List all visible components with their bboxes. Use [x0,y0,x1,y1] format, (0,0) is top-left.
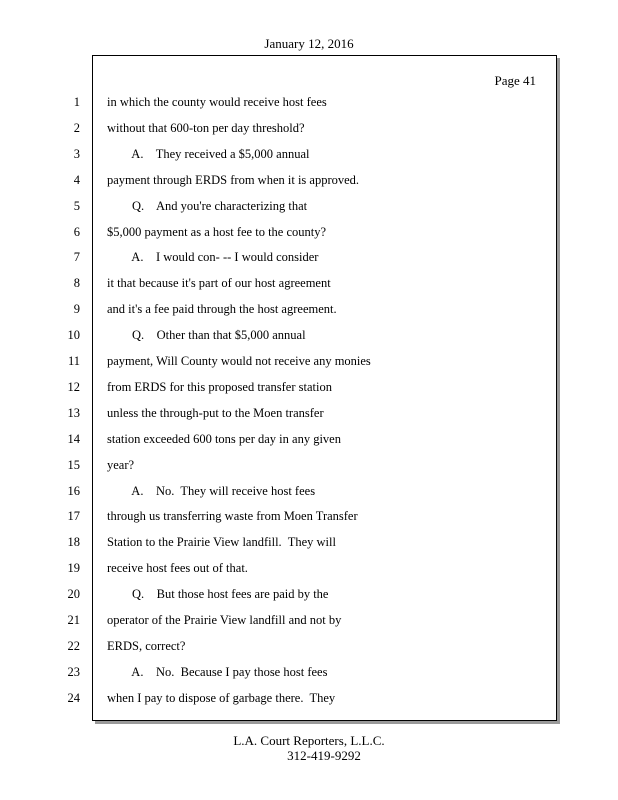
line-number: 14 [67,431,80,446]
line-number: 11 [67,354,80,368]
line-text: unless the through-put to the Moen transfer [107,405,324,420]
header-date: January 12, 2016 [264,36,354,51]
line-text: A. No. They will receive host fees [107,483,316,498]
line-text: operator of the Prairie View landfill and not by [107,613,342,627]
line-text: payment through ERDS from when it is approved. [107,172,360,187]
line-text: year? [107,457,135,472]
line-number: 16 [67,483,80,498]
line-number: 17 [67,509,80,524]
line-number: 19 [67,561,80,576]
line-number: 15 [67,457,80,472]
line-text: and it's a fee paid through the host agreement. [107,302,337,317]
line-number: 3 [73,146,80,161]
line-number: 8 [73,276,80,291]
line-number: 21 [67,613,80,627]
line-text: without that 600-ton per day threshold? [107,120,305,135]
line-text: $5,000 payment as a host fee to the county? [107,224,327,239]
line-number: 9 [73,302,80,317]
line-number: 7 [73,250,80,265]
line-number: 24 [67,690,80,705]
line-number: 10 [67,328,80,343]
line-number: 22 [67,638,80,653]
line-text: A. No. Because I pay those host fees [107,664,328,679]
line-text: A. I would con- -- I would consider [107,250,319,265]
line-number: 4 [73,172,80,187]
line-number: 20 [67,587,80,602]
line-number: 12 [67,379,80,394]
line-text: Q. Other than that $5,000 annual [107,328,306,343]
line-number: 18 [67,535,80,550]
line-number: 6 [73,224,80,239]
line-number: 23 [67,664,80,679]
line-text: when I pay to dispose of garbage there. They [107,690,336,705]
line-text: it that because it's part of our host agreement [107,276,331,291]
line-text: in which the county would receive host fees [107,95,327,109]
line-text: payment, Will County would not receive any monies [107,354,371,368]
line-text: ERDS, correct? [107,638,186,653]
line-text: station exceeded 600 tons per day in any given [107,431,341,446]
line-text: through us transferring waste from Moen Transfer [107,509,358,524]
footer-company: L.A. Court Reporters, L.L.C. [233,733,385,748]
line-text: Station to the Prairie View landfill. They will [107,535,336,550]
line-text: receive host fees out of that. [107,561,248,576]
line-text: from ERDS for this proposed transfer station [107,379,332,394]
line-number: 5 [73,198,80,213]
page-number: Page 41 [494,73,536,88]
line-text: Q. But those host fees are paid by the [107,587,329,602]
line-text: Q. And you're characterizing that [107,198,308,213]
line-text: A. They received a $5,000 annual [107,146,310,161]
line-number: 13 [67,405,80,420]
footer-phone: 312-419-9292 [287,748,361,763]
line-number: 2 [73,120,80,135]
line-number: 1 [73,95,80,109]
